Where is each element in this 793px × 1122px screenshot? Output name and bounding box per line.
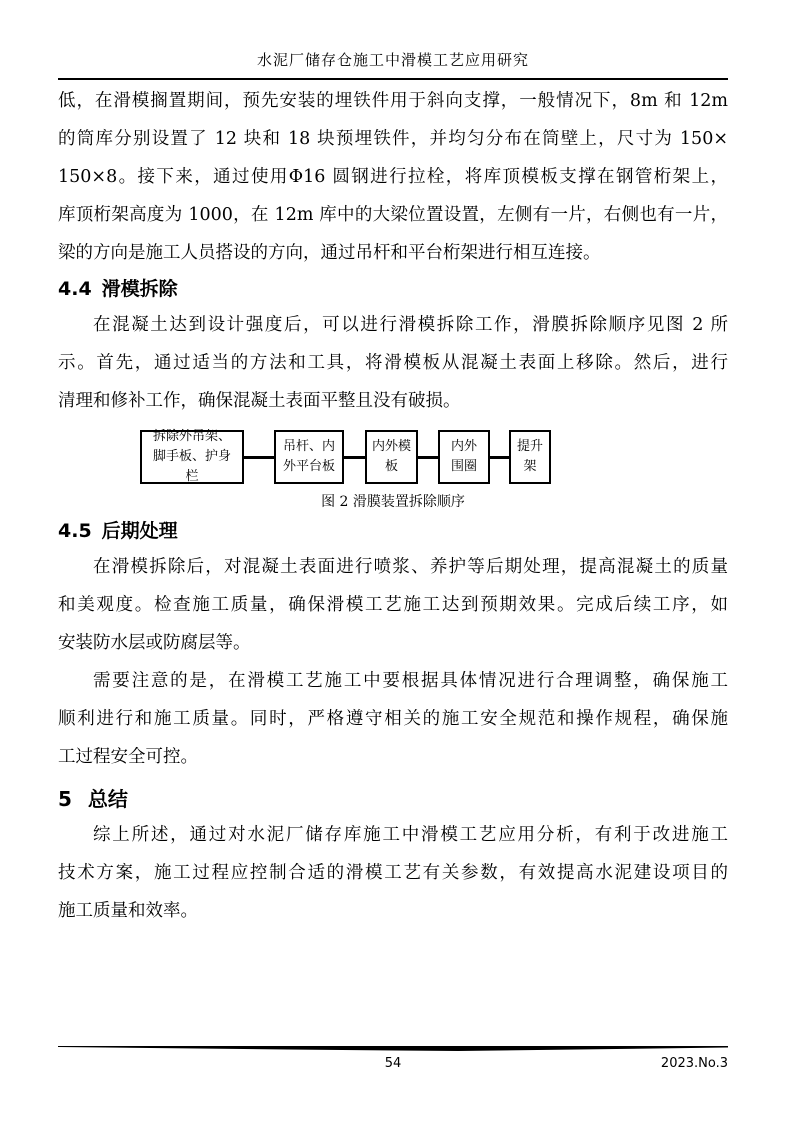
running-title: 水泥厂储存仓施工中滑模工艺应用研究 (256, 51, 529, 69)
document-page (58, 0, 728, 930)
paragraph-line: 库顶桁架高度为 1000，在 12m 库中的大梁位置设置，左侧有一片，右侧也有一片， (58, 205, 728, 225)
page-header (58, 0, 728, 80)
page-number: 54 (384, 1056, 402, 1071)
flowchart-demolition-sequence (140, 430, 728, 484)
flow-step-2: 吊杆、内外平台板 (274, 430, 344, 484)
section-heading-4-5 (58, 516, 728, 546)
paragraph-line: 施工质量和效率。 (58, 901, 198, 921)
section-title: 后期处理 (101, 520, 178, 542)
paragraph-line: 综上所述，通过对水泥厂储存库施工中滑模工艺应用分析，有利于改进施工 (93, 825, 728, 845)
paragraph-line: 在混凝土达到设计强度后，可以进行滑模拆除工作，滑膜拆除顺序见图 2 所 (93, 315, 728, 335)
paragraph-line: 的筒库分别设置了 12 块和 18 块预埋铁件，并均匀分布在筒壁上，尺寸为 150× (58, 129, 728, 149)
flow-connector (418, 456, 438, 459)
journal-issue: 2023.No.3 (660, 1056, 728, 1071)
paragraph-line: 安装防水层或防腐层等。 (58, 633, 251, 653)
paragraph-line: 顺利进行和施工质量。同时，严格遵守相关的施工安全规范和操作规程，确保施 (58, 709, 728, 729)
footer-divider-line (58, 1044, 728, 1052)
flow-connector (344, 456, 365, 459)
paragraph-conclusion (58, 816, 728, 930)
paragraph-line: 和美观度。检查施工质量，确保滑模工艺施工达到预期效果。完成后续工序，如 (58, 595, 728, 615)
flow-step-1: 拆除外吊架、脚手板、护身栏 (140, 430, 244, 484)
section-heading-5 (58, 782, 728, 816)
flow-connector (490, 456, 509, 459)
document-body (58, 82, 728, 930)
paragraph-line: 150×8。接下来，通过使用Φ16 圆钢进行拉栓，将库顶模板支撑在钢管桁架上， (58, 167, 728, 187)
section-number: 4.5 (58, 520, 92, 542)
flow-step-5: 提升架 (509, 430, 551, 484)
footer-row (58, 1054, 728, 1074)
page-footer (58, 1044, 728, 1074)
flow-connector (244, 456, 274, 459)
figure-caption: 图 2 滑膜装置拆除顺序 (321, 494, 465, 510)
paragraph-note (58, 662, 728, 776)
section-heading-4-4 (58, 274, 728, 304)
paragraph-line: 技术方案，施工过程应控制合适的滑模工艺有关参数，有效提高水泥建设项目的 (58, 863, 728, 883)
section-number: 4.4 (58, 278, 92, 300)
paragraph-demolition (58, 306, 728, 420)
flow-step-4: 内外围圈 (438, 430, 490, 484)
section-number: 5 (58, 787, 72, 811)
section-title: 滑模拆除 (101, 278, 178, 300)
paragraph-line: 示。首先，通过适当的方法和工具，将滑模板从混凝土表面上移除。然后，进行 (58, 353, 728, 373)
paragraph-line: 工过程安全可控。 (58, 747, 198, 767)
paragraph-line: 低，在滑模搁置期间，预先安装的埋铁件用于斜向支撑，一般情况下，8m 和 12m (58, 91, 728, 111)
figure-2 (58, 430, 728, 514)
paragraph-line: 梁的方向是施工人员搭设的方向，通过吊杆和平台桁架进行相互连接。 (58, 243, 601, 263)
paragraph-line: 需要注意的是，在滑模工艺施工中要根据具体情况进行合理调整，确保施工 (93, 671, 728, 691)
paragraph-line: 清理和修补工作，确保混凝土表面平整且没有破损。 (58, 391, 461, 411)
paragraph-line: 在滑模拆除后，对混凝土表面进行喷浆、养护等后期处理，提高混凝土的质量 (93, 557, 728, 577)
flow-step-3: 内外模板 (365, 430, 418, 484)
paragraph-continued (58, 82, 728, 272)
section-title: 总结 (87, 787, 128, 811)
paragraph-post-treatment (58, 548, 728, 662)
